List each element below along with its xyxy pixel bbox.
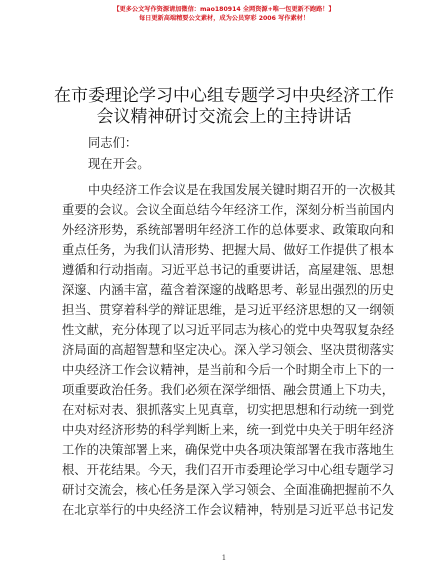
paragraph-line: 在北京举行的中央经济工作会议精神，特别是习近平总书记发 [62,503,395,517]
salutation: 同志们： [88,136,138,150]
paragraph-line: 重点任务，为我们认清形势、把握大局、做好工作提供了根本 [62,243,395,257]
paragraph-line: 济局面的高超智慧和坚定决心。深入学习领会、坚决贯彻落实 [62,343,395,357]
document-title-line-2: 会议精神研讨交流会上的主持讲话 [96,107,352,127]
promo-header-line-2: 每日更新高端精要公文素材，成为公员穿彩 2006 写作素材！ [138,15,310,22]
opening-sentence: 现在开会。 [88,157,150,171]
paragraph-line: 外经济形势，系统部署明年经济工作的总体要求、政策取向和 [62,223,395,237]
document-title-line-1: 在市委理论学习中心组专题学习中央经济工作 [54,86,394,106]
paragraph-line: 研讨交流会，核心任务是深入学习领会、全面准确把握前不久 [62,483,395,497]
paragraph-line: 性文献，充分体现了以习近平同志为核心的党中央驾驭复杂经 [62,323,395,337]
paragraph-line: 中央经济工作会议是在我国发展关键时期召开的一次极其 [88,183,396,197]
paragraph-line: 项重要政治任务。我们必须在深学细悟、融会贯通上下功夫， [62,383,395,397]
promo-header-line-1: 【更多公文写作资源请加微信：mao180914 全网资源+唯一包更新不跑路！】 [113,6,335,13]
paragraph-line: 中央对经济形势的科学判断上来，统一到党中央关于明年经济 [62,423,395,437]
paragraph-line: 深邃、内涵丰富，蕴含着深邃的战略思考、彰显出强烈的历史 [62,283,395,297]
paragraph-line: 工作的决策部署上来，确保党中央各项决策部署在我市落地生 [62,443,395,457]
page-number: 1 [221,554,227,562]
paragraph-line: 在对标对表、狠抓落实上见真章，切实把思想和行动统一到党 [62,403,395,417]
paragraph-line: 根、开花结果。今天，我们召开市委理论学习中心组专题学习 [62,463,395,477]
paragraph-line: 担当、贯穿着科学的辩证思维，是习近平经济思想的又一纲领 [62,303,395,317]
paragraph-line: 中央经济工作会议精神，是当前和今后一个时期全市上下的一 [62,363,395,377]
paragraph-line: 重要的会议。会议全面总结今年经济工作，深刻分析当前国内 [62,203,395,217]
paragraph-line: 遵循和行动指南。习近平总书记的重要讲话，高屋建瓴、思想 [62,263,395,277]
